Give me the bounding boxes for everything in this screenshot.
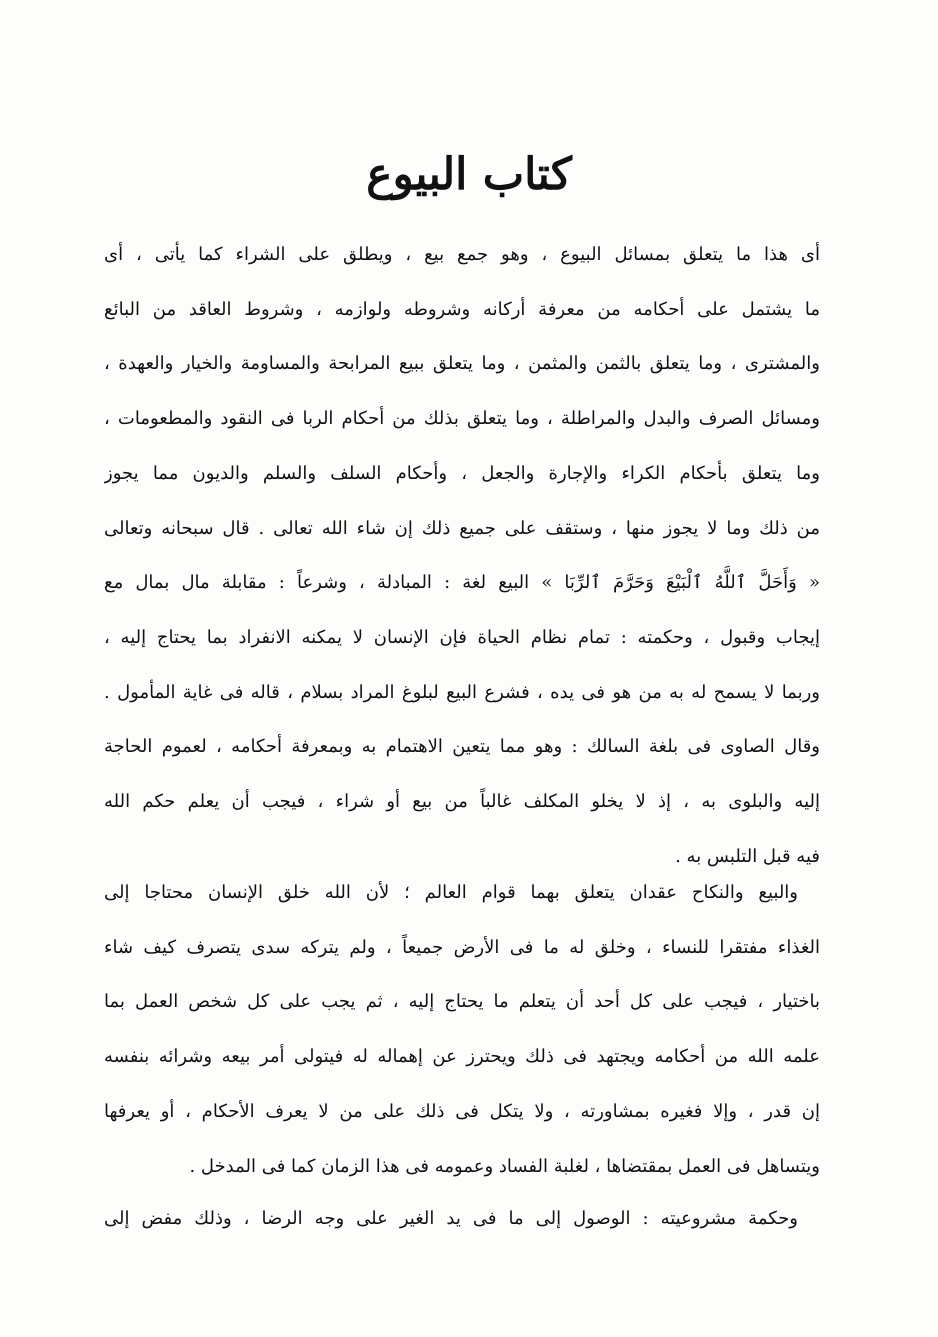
text-line: والمشترى ، وما يتعلق بالثمن والمثمن ، وما يتعلق ببيع المرابحة والمساومة والخيار والعهدة ،: [104, 353, 820, 375]
paragraph-1: [104, 228, 820, 884]
text-line: وقال الصاوى فى بلغة السالك : وهو مما يتعين الاهتمام به وبمعرفة أحكامه ، لعموم الحاجة: [104, 736, 820, 758]
text-line: ويتساهل فى العمل بمقتضاها ، لغلبة الفساد وعمومه فى هذا الزمان كما فى المدخل .: [189, 1155, 820, 1177]
text-line: إن قدر ، وإلا فغيره بمشاورته ، ولا يتكل فى ذلك على من لا يعرف الأحكام ، أو يعرفها: [104, 1100, 820, 1122]
paragraph-2: [104, 866, 820, 1194]
text-line: ما يشتمل على أحكامه من معرفة أركانه وشروطه ولوازمه ، وشروط العاقد من البائع: [104, 298, 820, 320]
text-line: أى هذا ما يتعلق بمسائل البيوع ، وهو جمع بيع ، ويطلق على الشراء كما يأتى ، أى: [104, 244, 820, 265]
text-line: إيجاب وقبول ، وحكمته : تمام نظام الحياة فإن الإنسان لا يمكنه الانفراد بما يحتاج إليه ،: [104, 626, 820, 648]
text-line: وحكمة مشروعيته : الوصول إلى ما فى يد الغير على وجه الرضا ، وذلك مفض إلى: [104, 1208, 798, 1229]
text-line: فيه قبل التلبس به .: [675, 845, 820, 867]
text-line: علمه الله من أحكامه ويجتهد فى ذلك ويحترز عن إهماله له فيتولى أمر بيعه وشرائه بنفسه: [104, 1046, 820, 1068]
text-line: وما يتعلق بأحكام الكراء والإجارة والجعل ، وأحكام السلف والسلم والديون مما يجوز: [104, 462, 820, 484]
text-line: باختيار ، فيجب على كل أحد أن يتعلم ما يحتاج إليه ، ثم يجب على كل شخص العمل بما: [104, 991, 820, 1013]
paragraph-3: [104, 1192, 820, 1247]
text-line: وربما لا يسمح له به من هو فى يده ، فشرع البيع لبلوغ المراد بسلام ، قاله فى غاية المأمول .: [104, 681, 820, 703]
text-line: « وَأَحَلَّ ٱللَّهُ ٱلْبَيْعَ وَحَرَّمَ ٱلرِّبَا » البيع لغة : المبادلة ، وشرعاً : مقابلة مال بمال مع: [104, 572, 820, 594]
text-line: ومسائل الصرف والبدل والمراطلة ، وما يتعلق بذلك من أحكام الربا فى النقود والمطعومات ،: [104, 408, 820, 430]
text-line: الغذاء مفتقرا للنساء ، وخلق له ما فى الأرض جميعاً ، ولم يتركه سدى يتصرف كيف شاء: [104, 936, 820, 958]
text-line: إليه والبلوى به ، إذ لا يخلو المكلف غالباً من بيع أو شراء ، فيجب أن يعلم حكم الله: [104, 791, 820, 813]
text-line: والبيع والنكاح عقدان يتعلق بهما قوام العالم ؛ لأن الله خلق الإنسان محتاجا إلى: [104, 882, 798, 903]
text-line: من ذلك وما لا يجوز منها ، وستقف على جميع ذلك إن شاء الله تعالى . قال سبحانه وتعالى: [104, 517, 820, 539]
chapter-title: كتاب البيوع: [366, 149, 572, 200]
